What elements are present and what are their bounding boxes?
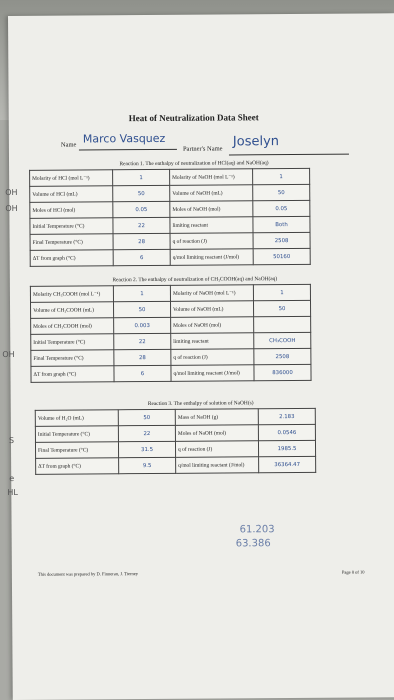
handwritten-value: 1 [280, 289, 284, 296]
partner-label: Partner's Name [182, 145, 223, 153]
label-cell: q of reaction (J) [170, 233, 253, 250]
table-row [35, 424, 315, 442]
reaction3-title: Reaction 3. The enthalpy of solution of NaOH(s) [147, 400, 254, 408]
margin-note: OH [5, 187, 18, 198]
value-cell [253, 232, 310, 248]
margin-note: HL [7, 487, 18, 498]
table-row [35, 440, 315, 458]
value-cell [253, 248, 310, 264]
value-cell [114, 317, 171, 333]
name-label: Name [60, 141, 77, 149]
label-cell: ΔT from graph (°C) [36, 458, 119, 475]
table-row [31, 316, 311, 334]
value-cell [253, 168, 310, 184]
handwritten-value: 836000 [272, 369, 293, 376]
value-cell [114, 365, 171, 381]
handwritten-value: 2508 [274, 237, 289, 244]
label-cell: Moles of NaOH (mol) [175, 425, 258, 442]
label-cell: Volume of H₂O (mL) [35, 410, 118, 427]
value-cell [259, 456, 316, 472]
margin-note: OH [2, 349, 15, 360]
value-cell [258, 440, 315, 456]
margin-note: e [9, 473, 15, 484]
handwritten-value: 9.5 [142, 462, 152, 469]
handwritten-value: 36364.47 [274, 461, 301, 468]
value-cell [254, 364, 311, 380]
label-cell: q/mol limiting reactant (J/mol) [176, 457, 259, 474]
table-row [31, 348, 311, 366]
table-row [30, 300, 310, 318]
table-row [30, 284, 310, 302]
value-cell [113, 301, 170, 317]
label-cell: limiting reactant [171, 333, 254, 350]
label-cell: Molarity of NaOH (mol L⁻¹) [170, 169, 253, 186]
table-row [31, 364, 311, 382]
value-cell [118, 409, 175, 425]
margin-note: OH [5, 203, 18, 214]
label-cell: Molarity of HCl (mol L⁻¹) [30, 170, 113, 187]
label-cell: Volume of NaOH (mL) [170, 301, 253, 318]
handwritten-value: 50 [277, 189, 285, 196]
label-cell: Initial Temperature (°C) [31, 334, 114, 351]
handwritten-value: 1 [140, 290, 144, 297]
value-cell [253, 300, 310, 316]
handwritten-value: 50 [278, 305, 286, 312]
label-cell: Initial Temperature (°C) [35, 426, 118, 443]
value-cell [114, 333, 171, 349]
reaction1-title: Reaction 1. The enthalpy of neutralization of HCl(aq) and NaOH(aq) [119, 160, 269, 168]
handwritten-value: CH₃COOH [269, 337, 296, 344]
handwritten-value: 22 [143, 430, 151, 437]
footer-credit: This document was prepared by D. Finneran, J. Tierney [37, 571, 139, 577]
value-cell [113, 201, 170, 217]
label-cell: Initial Temperature (°C) [30, 218, 113, 235]
value-cell [258, 408, 315, 424]
handwritten-value: 0.003 [134, 322, 150, 329]
page-number: Page 8 of 10 [341, 569, 365, 575]
label-cell: ΔT from graph (°C) [31, 366, 114, 383]
handwritten-value: 31.5 [140, 446, 154, 453]
value-cell [253, 216, 310, 232]
label-cell: Moles of NaOH (mol) [171, 317, 254, 334]
handwritten-value: 0.05 [275, 205, 288, 212]
label-cell: Moles of CH₃COOH (mol) [31, 318, 114, 335]
value-cell [119, 457, 176, 473]
value-cell [254, 332, 311, 348]
label-cell: limiting reactant [170, 217, 253, 234]
label-cell: q/mol limiting reactant (J/mol) [170, 249, 253, 266]
label-cell: Final Temperature (°C) [30, 234, 113, 251]
handwritten-value: 1985.5 [277, 445, 297, 452]
label-cell: Moles of HCl (mol) [30, 202, 113, 219]
handwritten-value: 50 [137, 190, 145, 197]
scratch-value-2: 63.386 [235, 538, 271, 550]
table-row [30, 216, 310, 234]
table-row [30, 248, 310, 266]
name-value: Marco Vasquez [82, 131, 166, 146]
margin-note: S [8, 435, 15, 446]
handwritten-value: 28 [138, 238, 146, 245]
reaction3-table [35, 408, 316, 475]
partner-value: Joselyn [232, 134, 280, 150]
reaction2-table [30, 284, 312, 383]
value-cell [113, 249, 170, 265]
table-row [36, 456, 316, 474]
reaction2-title: Reaction 2. The enthalpy of neutralization of CH₃COOH(aq) and NaOH(aq) [112, 276, 278, 284]
value-cell [114, 349, 171, 365]
label-cell: Molarity CH₃COOH (mol L⁻¹) [30, 286, 113, 303]
handwritten-value: Both [275, 221, 288, 228]
value-cell [113, 169, 170, 185]
value-cell [254, 316, 311, 332]
name-row [60, 131, 331, 153]
handwritten-value: 0.0546 [277, 429, 297, 436]
table-row [30, 168, 310, 186]
label-cell: Volume of NaOH (mL) [170, 185, 253, 202]
table-row [31, 332, 311, 350]
handwritten-value: 1 [279, 173, 283, 180]
table-row [30, 200, 310, 218]
handwritten-value: 0.05 [135, 206, 148, 213]
handwritten-value: 2508 [275, 353, 290, 360]
value-cell [253, 284, 310, 300]
value-cell [113, 185, 170, 201]
page-title: Heat of Neutralization Data Sheet [128, 112, 259, 124]
value-cell [113, 217, 170, 233]
value-cell [253, 200, 310, 216]
handwritten-value: 2.183 [279, 413, 295, 420]
value-cell [258, 424, 315, 440]
value-cell [253, 184, 310, 200]
handwritten-value: 50160 [273, 253, 291, 260]
handwritten-value: 28 [138, 354, 146, 361]
label-cell: Volume of HCl (mL) [30, 186, 113, 203]
scratch-value-1: 61.203 [239, 524, 275, 536]
value-cell [118, 441, 175, 457]
label-cell: q of reaction (J) [171, 349, 254, 366]
label-cell: Final Temperature (°C) [35, 442, 118, 459]
handwritten-value: 1 [139, 174, 143, 181]
label-cell: Final Temperature (°C) [31, 350, 114, 367]
label-cell: Mass of NaOH (g) [175, 409, 258, 426]
table-row [35, 408, 315, 426]
label-cell: Volume of CH₃COOH (mL) [30, 302, 113, 319]
reaction1-table [29, 168, 311, 267]
handwritten-value: 50 [138, 306, 146, 313]
label-cell: Moles of NaOH (mol) [170, 201, 253, 218]
handwritten-value: 6 [139, 254, 144, 261]
table-row [30, 232, 310, 250]
handwritten-value: 6 [140, 370, 145, 377]
label-cell: q of reaction (J) [175, 441, 258, 458]
handwritten-value: 22 [138, 338, 146, 345]
handwritten-value: 22 [138, 222, 145, 229]
data-sheet [2, 13, 394, 700]
table-row [30, 184, 310, 202]
handwritten-value: 50 [143, 414, 151, 421]
value-cell [113, 233, 170, 249]
value-cell [254, 348, 311, 364]
value-cell [113, 285, 170, 301]
label-cell: Molarity of NaOH (mol L⁻¹) [170, 285, 253, 302]
label-cell: ΔT from graph (°C) [30, 250, 113, 267]
value-cell [118, 425, 175, 441]
label-cell: q/mol limiting reactant (J/mol) [171, 365, 254, 382]
